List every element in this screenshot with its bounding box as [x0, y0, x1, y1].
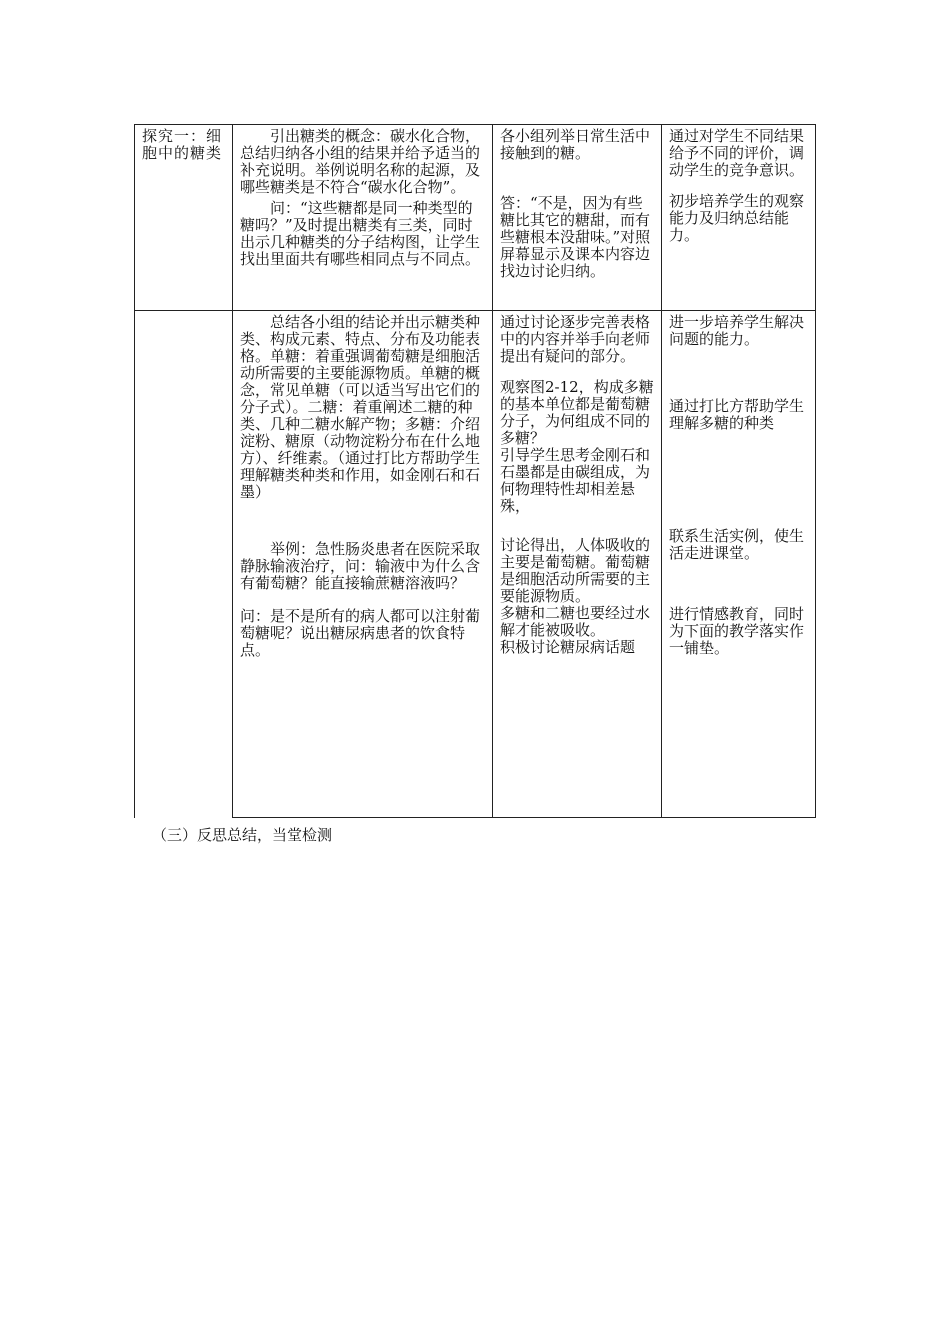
row1-topic-cell: [142, 128, 226, 162]
row2-student-text-1: 通过讨论逐步完善表格中的内容并举手向老师提出有疑问的部分。: [500, 313, 651, 365]
row1-intent-cell: [669, 128, 810, 244]
row2-student-cell: [500, 314, 656, 656]
row2-teacher-cell: [240, 314, 486, 659]
table-bottom-border: [232, 817, 816, 818]
table-right-border: [815, 124, 816, 818]
table-top-border: [134, 124, 816, 125]
row1-topic: 探究一：细胞中的糖类: [142, 127, 223, 162]
row2-student-text-3: 引导学生思考金刚石和石墨都是由碳组成，为何物理特性却相差悬殊，: [500, 446, 651, 515]
row2-intent-text-4: 进行情感教育，同时为下面的教学落实作一铺垫。: [669, 605, 805, 657]
column-divider-1: [232, 124, 233, 818]
section-heading: （三）反思总结，当堂检测: [152, 826, 333, 844]
column-divider-3: [661, 124, 662, 818]
row1-student-cell: [500, 128, 656, 280]
row2-student-text-2: 观察图2-12，构成多糖的基本单位都是葡萄糖分子，为何组成不同的多糖？: [500, 378, 654, 447]
row2-student-text-4: 讨论得出，人体吸收的主要是葡萄糖。葡萄糖是细胞活动所需要的主要能源物质。: [500, 536, 651, 605]
row1-teacher-cell: [240, 128, 486, 268]
row1-student-text-2: 答：“不是，因为有些糖比其它的糖甜，而有些糖根本没甜味。”对照屏幕显示及课本内容边找边讨论归纳。: [500, 194, 651, 280]
row1-teacher-text-2: 问：“这些糖都是同一种类型的糖吗？”及时提出糖类有三类，同时出示几种糖类的分子结构图，让学生找出里面共有哪些相同点与不同点。: [240, 199, 481, 268]
row2-teacher-text-3: 问：是不是所有的病人都可以注射葡萄糖呢？说出糖尿病患者的饮食特点。: [240, 607, 481, 659]
row2-intent-text-1: 进一步培养学生解决问题的能力。: [669, 313, 805, 348]
table-left-border: [134, 124, 135, 818]
lesson-table: [134, 124, 816, 818]
column-divider-2: [492, 124, 493, 818]
row2-intent-text-3: 联系生活实例，使生活走进课堂。: [669, 527, 805, 562]
row1-intent-text-1: 通过对学生不同结果给予不同的评价，调动学生的竞争意识。: [669, 127, 805, 179]
row2-teacher-text-1: 总结各小组的结论并出示糖类种类、构成元素、特点、分布及功能表格。单糖：着重强调葡萄糖是细胞活动所需要的主要能源物质。单糖的概念，常见单糖（可以适当写出它们的分子式）。二糖：着重阐述二糖的种类、几种二糖水解产物；多糖：介绍淀粉、糖原（动物淀粉分布在什么地方）、纤维素。（通过打比方帮助学生理解糖类种类和作用，如金刚石和石墨）: [240, 313, 481, 501]
row2-teacher-text-2: 举例：急性肠炎患者在医院采取静脉输液治疗，问：输液中为什么含有葡萄糖？能直接输蔗糖溶液吗？: [240, 540, 481, 592]
row2-intent-cell: [669, 314, 810, 657]
row-divider: [134, 310, 816, 311]
row1-intent-text-2: 初步培养学生的观察能力及归纳总结能力。: [669, 192, 805, 244]
row1-teacher-text-1: 引出糖类的概念：碳水化合物，总结归纳各小组的结果并给予适当的补充说明。举例说明名称的起源，及哪些糖类是不符合“碳水化合物”。: [240, 127, 481, 196]
row2-student-text-6: 积极讨论糖尿病话题: [500, 638, 636, 656]
row2-student-text-5: 多糖和二糖也要经过水解才能被吸收。: [500, 604, 651, 639]
row1-student-text-1: 各小组列举日常生活中接触到的糖。: [500, 127, 651, 162]
row2-intent-text-2: 通过打比方帮助学生理解多糖的种类: [669, 397, 805, 432]
